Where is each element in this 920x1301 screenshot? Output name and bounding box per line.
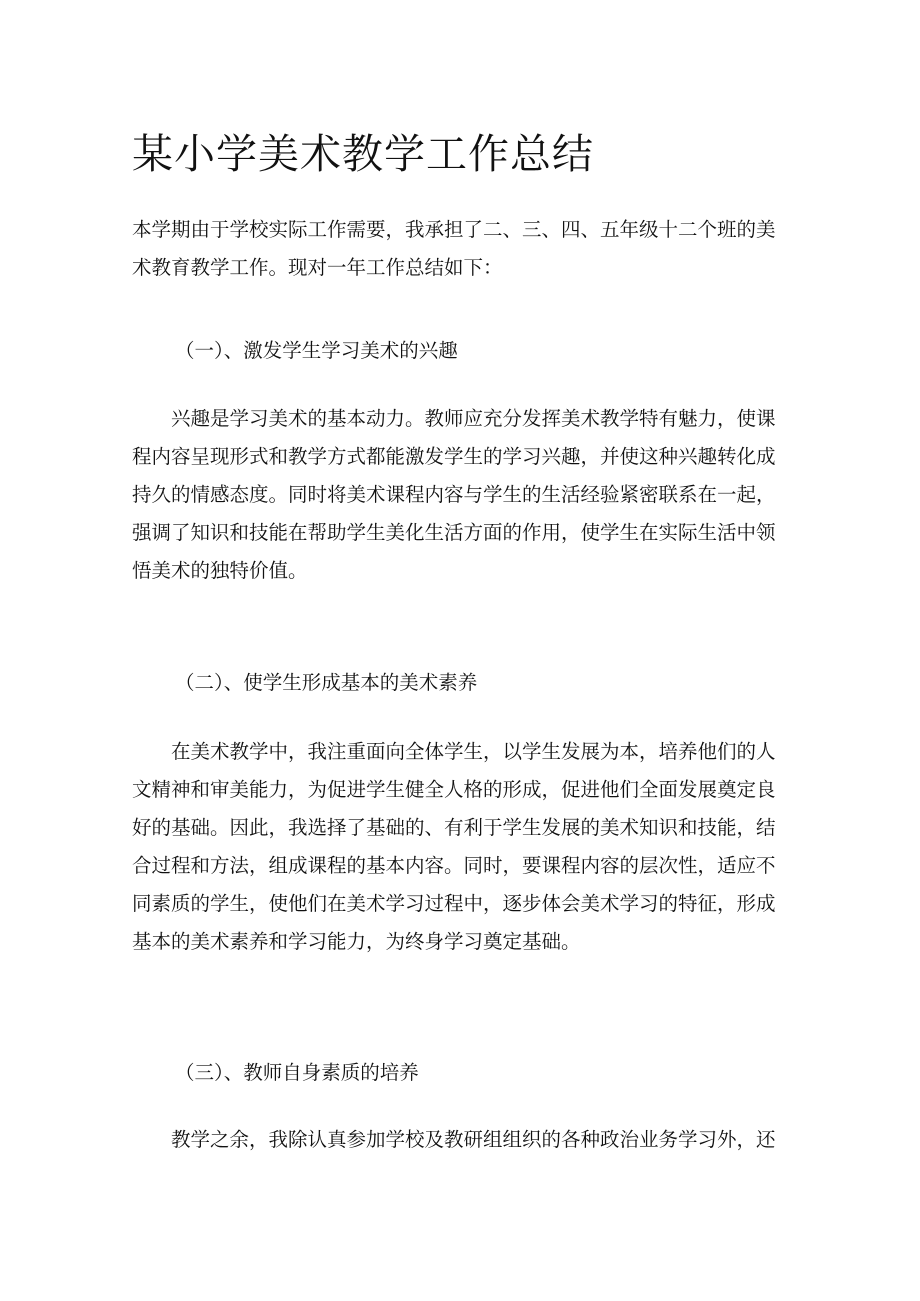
section-3-paragraph [132, 1121, 792, 1159]
section-2-paragraph [132, 733, 792, 961]
section-1-paragraph [132, 400, 792, 590]
paragraph-line: 强调了知识和技能在帮助学生美化生活方面的作用，使学生在实际生活中领 [132, 521, 776, 544]
paragraph-line: 持久的情感态度。同时将美术课程内容与学生的生活经验紧密联系在一起， [132, 483, 776, 506]
paragraph-line: 教学之余，我除认真参加学校及教研组组织的各种政治业务学习外，还 [132, 1128, 776, 1151]
paragraph-line: 基本的美术素养和学习能力，为终身学习奠定基础。 [132, 930, 581, 953]
paragraph-line: 程内容呈现形式和教学方式都能激发学生的学习兴趣，并使这种兴趣转化成 [132, 445, 776, 468]
section-heading-3: （三）、教师自身素质的培养 [175, 1061, 419, 1084]
paragraph-line: 同素质的学生，使他们在美术学习过程中，逐步体会美术学习的特征，形成 [132, 892, 776, 915]
paragraph-line: 在美术教学中，我注重面向全体学生，以学生发展为本，培养他们的人 [132, 740, 776, 763]
paragraph-line: 悟美术的独特价值。 [132, 559, 308, 582]
section-heading-1: （一）、激发学生学习美术的兴趣 [175, 339, 458, 362]
document-title: 某小学美术教学工作总结 [132, 130, 594, 178]
paragraph-line: 兴趣是学习美术的基本动力。教师应充分发挥美术教学特有魅力，使课 [132, 407, 776, 430]
intro-line: 本学期由于学校实际工作需要，我承担了二、三、四、五年级十二个班的美 [132, 218, 776, 241]
paragraph-line: 好的基础。因此，我选择了基础的、有利于学生发展的美术知识和技能，结 [132, 816, 776, 839]
section-heading-2: （二）、使学生形成基本的美术素养 [175, 671, 478, 694]
paragraph-line: 合过程和方法，组成课程的基本内容。同时，要课程内容的层次性，适应不 [132, 854, 776, 877]
intro-paragraph [132, 211, 792, 287]
paragraph-line: 文精神和审美能力，为促进学生健全人格的形成，促进他们全面发展奠定良 [132, 778, 776, 801]
intro-line: 术教育教学工作。现对一年工作总结如下： [132, 256, 503, 279]
